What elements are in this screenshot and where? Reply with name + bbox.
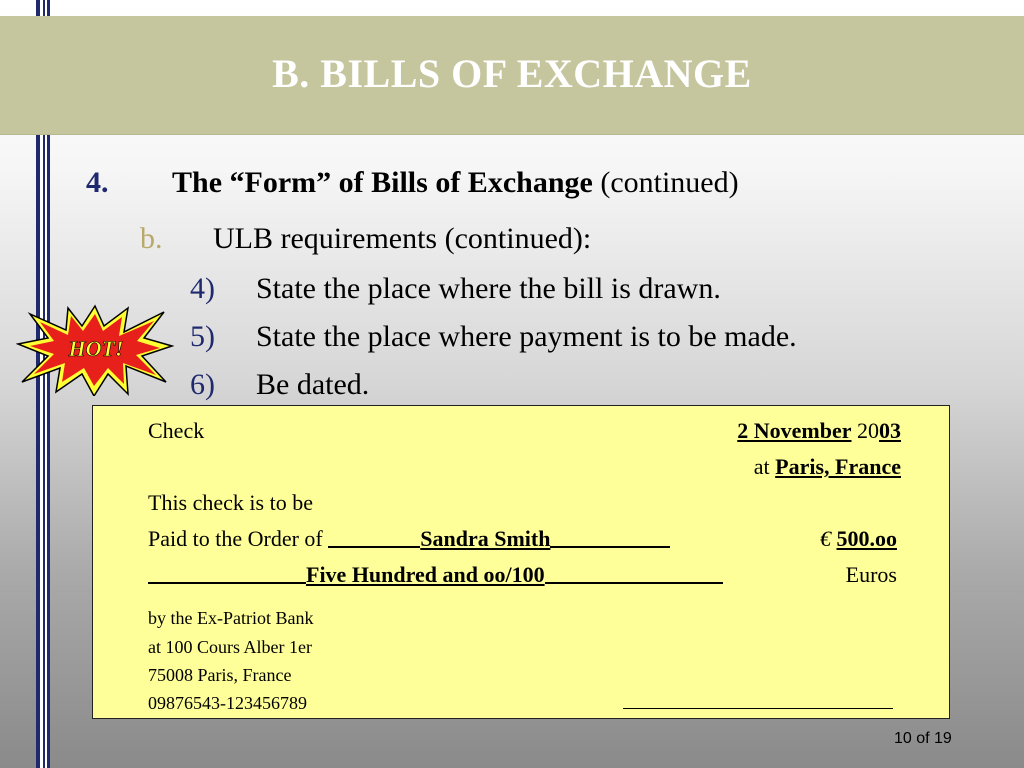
check-place-value: Paris, France	[775, 454, 901, 479]
check-amount-value: 500.oo	[836, 526, 897, 551]
payee-blank-right	[550, 526, 670, 548]
check-intro-line: This check is to be	[148, 490, 313, 515]
check-place-prefix: at	[753, 454, 770, 479]
page-indicator: 10 of 19	[894, 730, 952, 747]
check-date-year-prefix: 20	[857, 418, 879, 443]
outline-item-number: 4.	[86, 166, 109, 199]
point-text: Be dated.	[256, 368, 370, 401]
point-text: State the place where payment is to be made.	[256, 320, 797, 353]
outline-heading-suffix: (continued)	[600, 166, 739, 199]
signature-line	[623, 708, 893, 709]
check-date-year-suffix: 03	[879, 418, 901, 443]
bank-line: 09876543-123456789	[148, 693, 307, 713]
payee-blank-left	[328, 526, 420, 548]
check-payee-row	[148, 526, 670, 552]
check-payee-name: Sandra Smith	[420, 526, 551, 551]
hot-starburst-icon	[16, 304, 174, 396]
currency-symbol: €	[820, 526, 831, 551]
check-amount	[820, 526, 897, 552]
point-number: 6)	[190, 368, 215, 401]
sub-item-text: ULB requirements (continued):	[213, 222, 592, 255]
check-pay-to-label: Paid to the Order of	[148, 526, 323, 551]
check-amount-words-row	[148, 562, 723, 588]
bank-line: by the Ex-Patriot Bank	[148, 608, 314, 628]
check-label: Check	[148, 418, 205, 443]
outline-heading-bold: The “Form” of Bills of Exchange	[172, 166, 593, 199]
sub-item-letter: b.	[140, 222, 163, 255]
check-currency-name: Euros	[845, 562, 897, 587]
check-amount-words: Five Hundred and oo/100	[306, 562, 545, 587]
bank-line: at 100 Cours Alber 1er	[148, 637, 312, 657]
check-place	[754, 454, 901, 480]
outline-heading	[172, 166, 739, 200]
point-number: 4)	[190, 272, 215, 305]
check-date	[737, 418, 901, 444]
check-date-day-month: 2 November	[737, 418, 852, 443]
bank-line: 75008 Paris, France	[148, 665, 292, 685]
point-number: 5)	[190, 320, 215, 353]
amount-words-blank-left	[148, 562, 306, 584]
slide-title: B. BILLS OF EXCHANGE	[272, 51, 752, 96]
point-text: State the place where the bill is drawn.	[256, 272, 721, 305]
sample-check	[92, 405, 950, 719]
amount-words-blank-right	[545, 562, 723, 584]
hot-label: HOT!	[68, 336, 124, 361]
